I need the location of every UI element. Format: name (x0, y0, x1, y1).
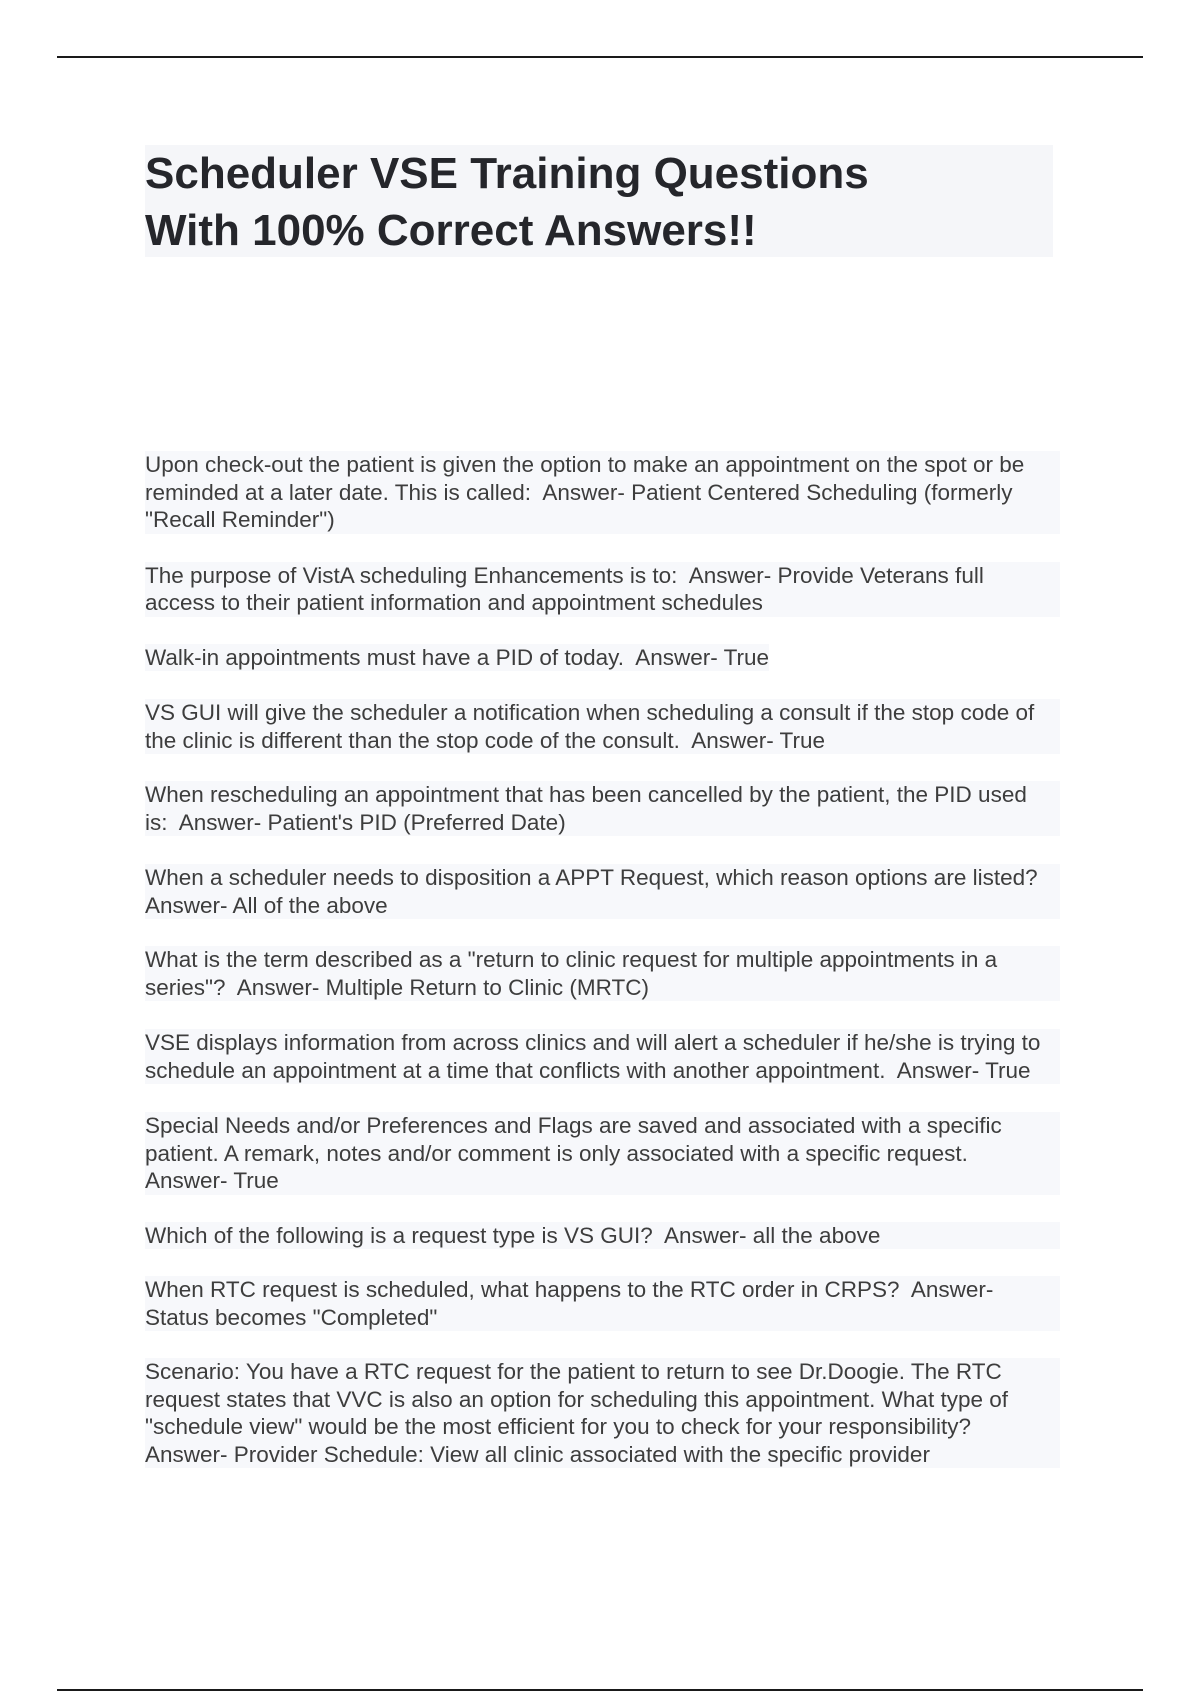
question-text: When a scheduler needs to disposition a APPT Request, which reason options are listed? (145, 865, 1038, 890)
qa-list (145, 451, 1060, 1468)
qa-item (145, 699, 1060, 754)
question-text: VSE displays information from across clinics and will alert a scheduler if he/she is trying to schedule an appointment at a time that conflicts with another appointment. (145, 1030, 1041, 1083)
question-text: Upon check-out the patient is given the option to make an appointment on the spot or be reminded at a later date. This is called: (145, 452, 1025, 505)
answer-text: Answer- All of the above (145, 892, 388, 918)
qa-item (145, 562, 1060, 617)
answer-text: Answer- Status becomes "Completed" (145, 1277, 994, 1330)
answer-text: Answer- Patient's PID (Preferred Date) (178, 809, 566, 835)
qa-item (145, 864, 1060, 919)
qa-item (145, 946, 1060, 1001)
question-text: When RTC request is scheduled, what happens to the RTC order in CRPS? (145, 1277, 900, 1302)
qa-item (145, 644, 769, 672)
answer-text: Answer- True (145, 1168, 279, 1193)
answer-text: Answer- all the above (664, 1222, 881, 1248)
question-text: When rescheduling an appointment that has been cancelled by the patient, the PID used is: (145, 782, 1027, 835)
footer-divider (57, 1689, 1143, 1691)
qa-item (145, 1112, 1060, 1195)
header-divider (57, 56, 1143, 58)
title-line: With 100% Correct Answers!! (145, 206, 757, 255)
question-text: Walk-in appointments must have a PID of today. (145, 644, 624, 670)
question-text: Which of the following is a request type is VS GUI? (145, 1222, 653, 1248)
qa-item (145, 1029, 1060, 1084)
answer-text: Answer- Multiple Return to Clinic (MRTC) (236, 974, 649, 1000)
title-line: Scheduler VSE Training Questions (145, 149, 869, 198)
answer-text: Answer- Provider Schedule: View all clinic associated with the specific provider (145, 1441, 930, 1467)
answer-text: Answer- True (896, 1057, 1031, 1083)
qa-item (145, 1358, 1060, 1468)
title-block (145, 145, 1053, 257)
qa-item (145, 451, 1060, 534)
answer-text: Answer- Provide Veterans full access to their patient information and appointment schedules (145, 562, 984, 615)
question-text: The purpose of VistA scheduling Enhancements is to: (145, 562, 678, 588)
qa-item (145, 781, 1060, 836)
question-text: What is the term described as a "return to clinic request for multiple appointments in a series"? (145, 947, 998, 1000)
answer-text: Answer- Patient Centered Scheduling (formerly "Recall Reminder") (145, 479, 1013, 532)
question-text: Scenario: You have a RTC request for the patient to return to see Dr.Doogie. The RTC request states that VVC is also an option for scheduling this appointment. What type of "schedule view" would be the most efficient for you to check for your responsibility? (145, 1359, 1008, 1439)
document-title (145, 145, 1053, 259)
qa-item (145, 1276, 1060, 1331)
answer-text: Answer- True (691, 727, 825, 753)
answer-text: Answer- True (635, 644, 770, 670)
question-text: Special Needs and/or Preferences and Flags are saved and associated with a specific patient. A remark, notes and/or comment is only associated with a specific request. (145, 1113, 1002, 1166)
question-text: VS GUI will give the scheduler a notification when scheduling a consult if the stop code of the clinic is different than the stop code of the consult. (145, 700, 1035, 753)
qa-item (145, 1222, 1060, 1250)
